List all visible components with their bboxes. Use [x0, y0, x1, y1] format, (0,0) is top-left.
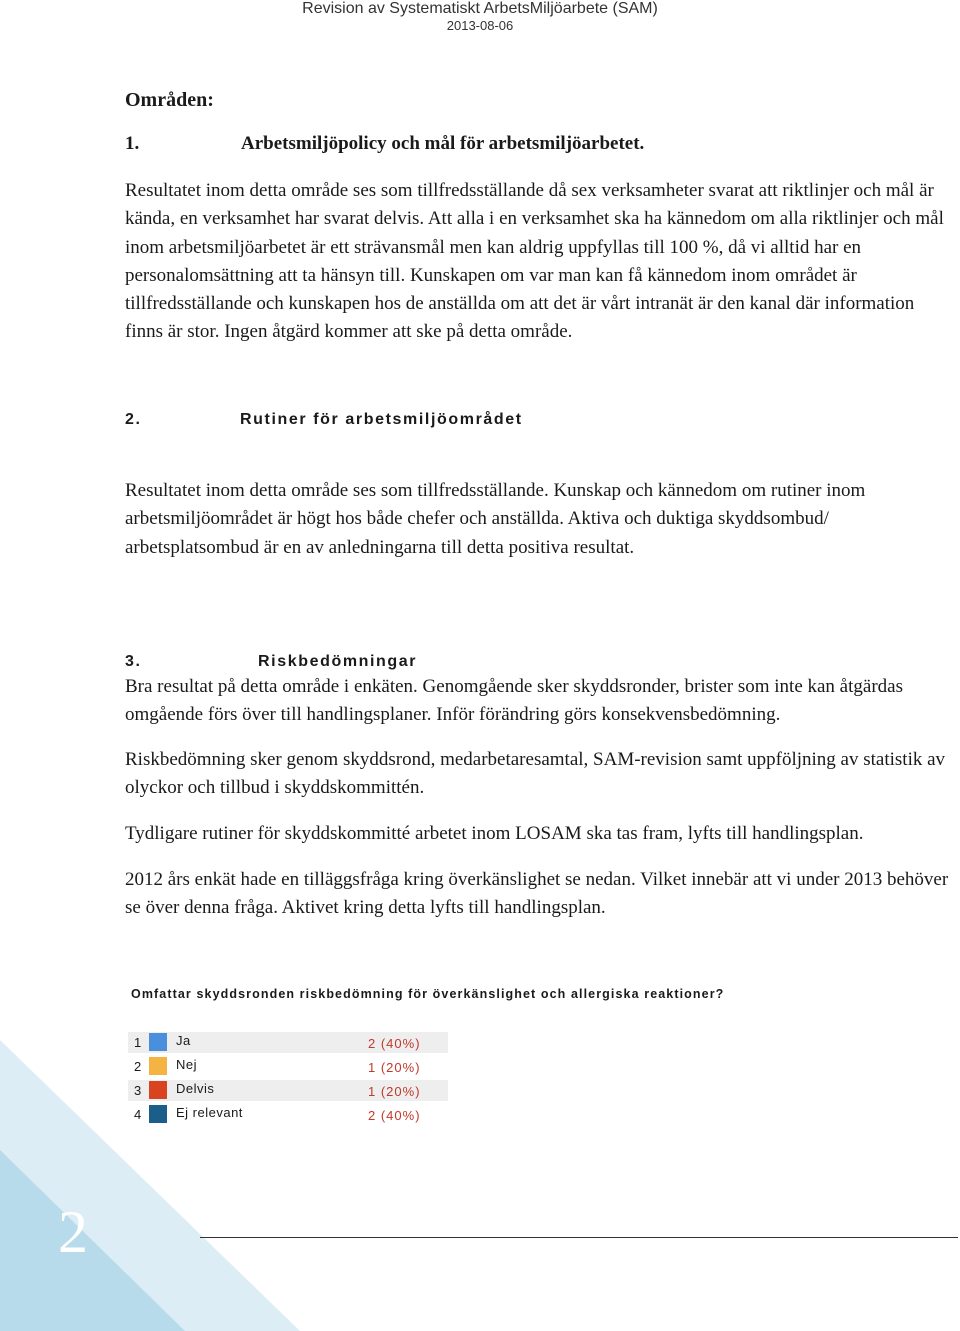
section1-heading	[125, 133, 644, 155]
section3-paragraph: Riskbedömning sker genom skyddsrond, medarbetaresamtal, SAM-revision samt uppföljning av statistik av olyckor och tillbud i skyddskommittén.	[125, 749, 946, 799]
poll-option-index: 3	[134, 1083, 142, 1098]
section3-paragraph: Bra resultat på detta område i enkäten. Genomgående sker skyddsronder, brister som inte kan åtgärdas omgående förs över till handlingsplaner. Inför förändring görs konsekvensbedömning.	[125, 676, 903, 726]
footer-divider	[200, 1237, 958, 1238]
poll-option-index: 1	[134, 1035, 142, 1050]
poll-option-index: 4	[134, 1107, 142, 1122]
section3-heading	[125, 653, 417, 671]
poll-option-label: Delvis	[176, 1081, 215, 1096]
poll-option-result: 2 (40%)	[368, 1036, 421, 1051]
poll-option-label: Ja	[176, 1033, 191, 1048]
poll-option-index: 2	[134, 1059, 142, 1074]
section3-paragraph: Tydligare rutiner för skyddskommitté arbetet inom LOSAM ska tas fram, lyfts till handlingsplan.	[125, 823, 864, 844]
section1-paragraph: Resultatet inom detta område ses som tillfredsställande då sex verksamheter svarat att riktlinjer och mål är kända, en verksamhet har svarat delvis. Att alla i en verksamhet ska ha kännedom om alla riktlinjer och mål inom arbetsmiljöarbetet är ett strävansmål men kan aldrig uppfyllas till 100 %, då vi alltid har en personalomsättning att ta hänsyn till. Kunskapen om var man kan få kännedom inom området är tillfredsställande och kunskapen hos de anställda om att det är vårt intranät är den kanal där information finns är stor. Ingen åtgärd kommer att ske på detta område.	[125, 180, 944, 343]
areas-heading: Områden:	[125, 89, 214, 111]
poll-option-result: 1 (20%)	[368, 1060, 421, 1075]
page-number: 2	[58, 1199, 88, 1265]
poll-option-result: 1 (20%)	[368, 1084, 421, 1099]
section1-title: Arbetsmiljöpolicy och mål för arbetsmiljöarbetet.	[241, 133, 645, 154]
section3-number: 3.	[125, 653, 142, 670]
section2-heading	[125, 411, 523, 429]
section2-number: 2.	[125, 411, 142, 428]
section3-title: Riskbedömningar	[258, 653, 418, 670]
section3-paragraph: 2012 års enkät hade en tilläggsfråga kring överkänslighet se nedan. Vilket innebär att vi under 2013 behöver se över denna fråga. Aktivet kring detta lyfts till handlingsplan.	[125, 869, 949, 919]
section2-paragraph: Resultatet inom detta område ses som tillfredsställande. Kunskap och kännedom om rutiner inom arbetsmiljöområdet är högt hos både chefer och anställda. Aktiva och duktiga skyddsombud/ arbetsplatsombud är en av anledningarna till detta positiva resultat.	[125, 480, 866, 558]
poll-option-result: 2 (40%)	[368, 1108, 421, 1123]
document-header-date: 2013-08-06	[446, 18, 514, 33]
poll-option-label: Nej	[176, 1057, 198, 1072]
poll-option-label: Ej relevant	[176, 1105, 243, 1120]
corner-decoration	[0, 1040, 300, 1331]
document-header-title: Revision av Systematiskt ArbetsMiljöarbete (SAM)	[302, 0, 658, 17]
poll-question: Omfattar skyddsronden riskbedömning för överkänslighet och allergiska reaktioner?	[131, 987, 725, 1001]
section2-title: Rutiner för arbetsmiljöområdet	[240, 411, 523, 428]
section1-number: 1.	[125, 133, 140, 154]
